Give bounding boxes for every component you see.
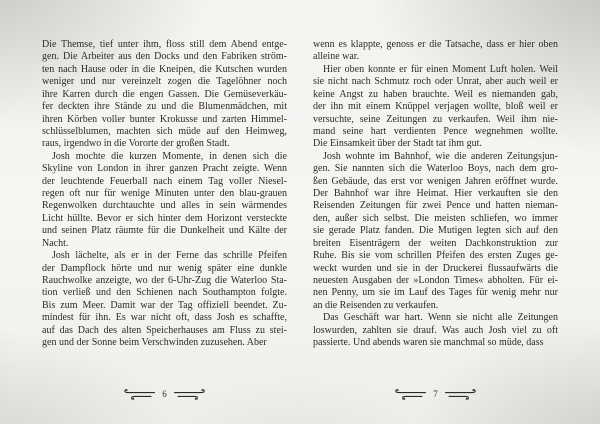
text-line: wenn es klappte, genoss er die Tatsache, dass er hier oben (313, 39, 558, 50)
text-line: der leuchtende Feuerball nach einem Tag voller Niesel- (42, 175, 287, 187)
text-line: nen Penny, um sie im Lauf des Tages für wenig mehr nur (313, 287, 558, 299)
page-number: 6 (162, 388, 167, 399)
text-line: tion verließ und den Schienen nach Southampton folgte. (42, 287, 287, 299)
text-line: Skyline von London in ihrer ganzen Pracht zeigte. Wenn (42, 163, 287, 175)
text-line: an die Reisenden zu verkaufen. (313, 299, 439, 311)
text-line: sie gerade Platz fanden. Die Mutigen legten sich auf den (313, 225, 558, 237)
left-page (42, 39, 287, 350)
text-line: ihre Karren durch die engen Gassen. Die Gemüseverkäu- (42, 88, 287, 100)
text-line: Nacht. (42, 237, 69, 249)
page-number: 7 (433, 388, 438, 399)
text-line: loswurden, zahlten sie drauf. Was auch Josh viel zu oft (313, 324, 558, 336)
paragraph (313, 151, 558, 312)
text-line: Das Geschäft war hart. Wenn sie nicht alle Zeitungen (323, 312, 558, 324)
text-line: weckt wurden und sie in der Druckerei flussaufwärts die (313, 262, 558, 274)
text-line: Der Bahnhof war ihre Heimat. Hier verkauften sie den (313, 188, 558, 200)
text-line: alleine war. (313, 51, 360, 63)
left-page-footer (42, 386, 287, 402)
text-line: gen und der Sonne beim Verschwinden zuzusehen. Aber (42, 337, 267, 349)
text-line: Josh wohnte im Bahnhof, wie die anderen Zeitungsjun- (323, 150, 558, 162)
text-line: gen. Sie nannten sich die Waterloo Boys, nach dem gro- (313, 163, 558, 175)
paragraph (313, 312, 558, 349)
text-line: schlüsselblumen, machten sich müde auf den Heimweg, (42, 125, 287, 137)
text-line: ten nach Hause oder in die Kneipen, die Kutschen wurden (42, 63, 287, 75)
flourish-left-icon (121, 388, 155, 401)
flourish-right-icon (174, 388, 208, 401)
flourish-right-icon (445, 388, 479, 401)
text-line: versuchte, seine Zeitungen zu verkaufen. Weil ihm nie- (313, 113, 558, 125)
text-line: der Dampflock hörte und nur wenig später eine dunkle (42, 262, 287, 274)
paragraph (42, 250, 287, 349)
text-line: Josh lächelte, als er in der Ferne das schrille Pfeifen (52, 250, 287, 262)
flourish-left-icon (392, 388, 426, 401)
right-page (313, 39, 558, 350)
text-line: mindest für ihn. Es war nicht oft, dass Josh es schaffte, (42, 312, 287, 324)
paragraph (42, 39, 287, 151)
text-line: Licht hüllte. Bevor er sich hinter dem Horizont versteckte (42, 212, 287, 224)
text-line: der ihn mit einem Knüppel verjagen wollte, bloß weil er (313, 101, 558, 113)
text-line: gen. Die Arbeiter aus den Docks und den Fabriken ström- (42, 51, 287, 63)
text-line: regen oft nur für wenige Minuten unter den blau-grauen (42, 188, 287, 200)
text-line: Rauchwolke anzeigte, wo der 6-Uhr-Zug die Waterloo Sta- (42, 275, 287, 287)
text-line: ßen Gebäude, das erst vor wenigen Jahren eröffnet wurde. (313, 175, 558, 187)
paragraph (42, 151, 287, 250)
text-line: neuesten Ausgaben der »London Times« abholten. Für ei- (313, 275, 558, 287)
text-line: Josh mochte die kurzen Momente, in denen sich die (52, 150, 287, 162)
text-line: fer deckten ihre Stände zu und die Blumenmädchen, mit (42, 101, 287, 113)
paragraph (313, 64, 558, 151)
text-line: auf das Dach des alten Speicherhauses am Fluss zu stei- (42, 324, 287, 336)
paragraph (313, 39, 558, 64)
text-line: mand seine hart verdienten Pence wegnehmen wollte. (313, 125, 558, 137)
text-line: Reisenden Zeitungen für zwei Pence und hatten nieman- (313, 200, 558, 212)
text-line: Die Einsamkeit über der Stadt tat ihm gut. (313, 138, 482, 150)
text-line: den, außer sich selbst. Die meisten schliefen, wo immer (313, 212, 558, 224)
text-line: ihren Körben voller bunter Krokusse und zarten Himmel- (42, 113, 287, 125)
text-line: weniger und nur vereinzelt zogen die Tagelöhner noch (42, 76, 287, 88)
text-line: Ruhe. Bis sie vom schrillen Pfeifen des ersten Zuges ge- (313, 250, 558, 262)
text-line: passierte. Und abends waren sie manchmal so müde, dass (313, 337, 544, 349)
text-line: raus, irgendwo in die Vororte der großen Stadt. (42, 138, 230, 150)
text-line: Die Themse, tief unter ihm, floss still dem Abend entge- (42, 39, 287, 50)
right-page-footer (313, 386, 558, 402)
text-line: sie nicht nach Schmutz roch oder Unrat, aber auch weil er (313, 76, 558, 88)
text-line: Hier oben konnte er für einen Moment Luft holen. Weil (323, 63, 558, 75)
text-line: Regenwolken durchtauchte und alles in sein wärmendes (42, 200, 287, 212)
text-line: und seinen Platz räumte für die Dunkelheit und Kälte der (42, 225, 287, 237)
text-line: keine Angst zu haben brauchte. Weil es niemanden gab, (313, 88, 558, 100)
text-line: breiten Eisenträgern der weiten Dachkonstruktion zur (313, 237, 558, 249)
text-line: Bis zum Meer. Damit war der Tag offiziell beendet. Zu- (42, 299, 287, 311)
